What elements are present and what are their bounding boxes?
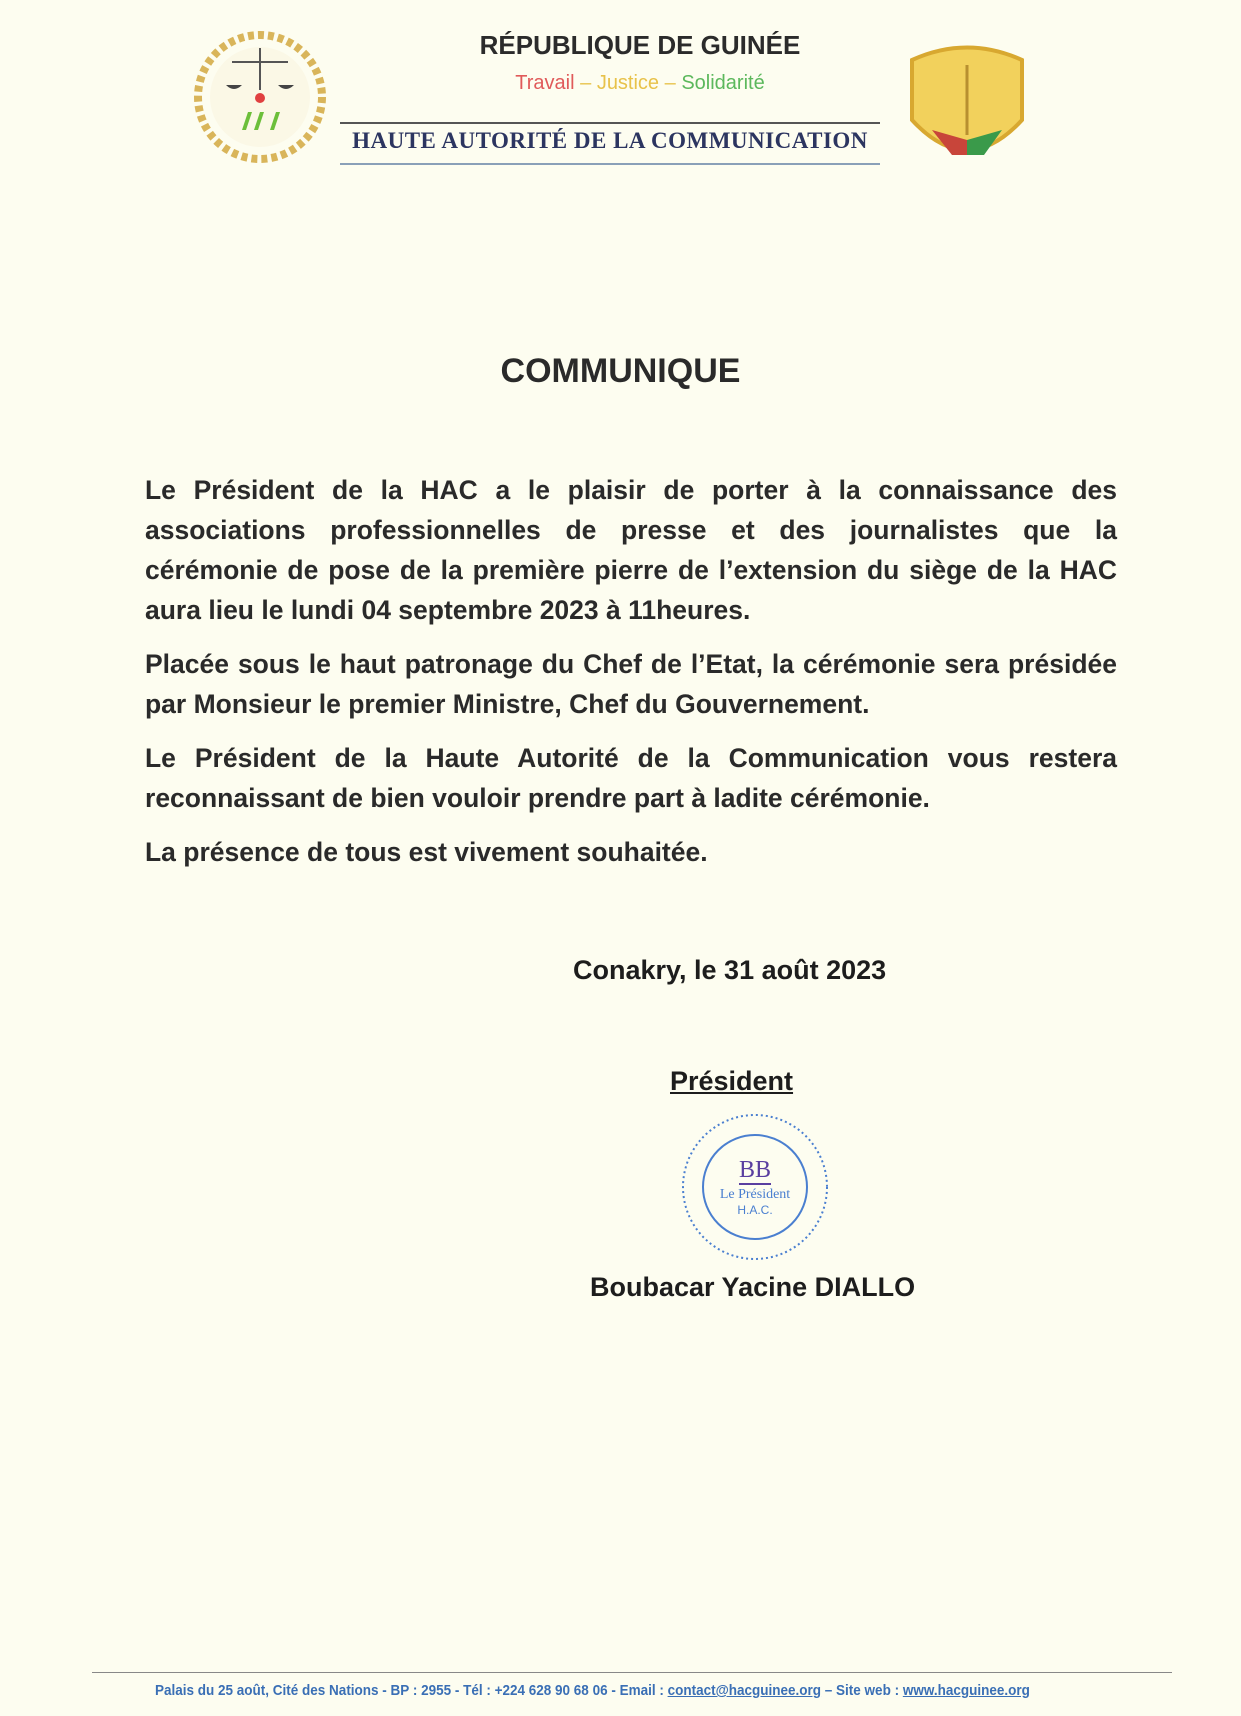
stamp-center-block bbox=[705, 1140, 805, 1234]
authority-name: HAUTE AUTORITÉ DE LA COMMUNICATION bbox=[352, 128, 868, 153]
official-stamp bbox=[660, 1112, 850, 1262]
motto-travail: Travail bbox=[515, 72, 575, 94]
stamp-center-text: Le Président bbox=[719, 1186, 791, 1202]
motto-solidarite: Solidarité bbox=[681, 72, 765, 94]
website-link[interactable]: www.hacguinee.org bbox=[902, 1682, 1030, 1699]
national-motto bbox=[340, 72, 940, 95]
document-title: COMMUNIQUE bbox=[500, 352, 741, 390]
motto-separator: – bbox=[574, 72, 597, 94]
footer-address: Palais du 25 août, Cité des Nations - BP : 2955 - Tél : +224 628 90 68 06 - Email : bbox=[155, 1682, 668, 1699]
communique-body bbox=[145, 470, 1117, 886]
footer-contact bbox=[155, 1682, 1030, 1699]
paragraph: Le Président de la Haute Autorité de la Communication vous restera reconnaissant de bien vouloir prendre part à ladite cérémonie. bbox=[145, 743, 1117, 813]
stamp-bottom-text: H.A.C. bbox=[737, 1203, 773, 1218]
motto-justice: Justice bbox=[596, 72, 660, 94]
place-date: Conakry, le 31 août 2023 bbox=[573, 955, 887, 985]
header-divider bbox=[340, 163, 880, 165]
email-link[interactable]: contact@hacguinee.org bbox=[667, 1682, 822, 1699]
site-label: – Site web : bbox=[821, 1682, 903, 1699]
signature-initials: BB bbox=[739, 1157, 771, 1185]
country-name: RÉPUBLIQUE DE GUINÉE bbox=[479, 30, 801, 60]
hac-logo bbox=[190, 30, 330, 165]
motto-separator: – bbox=[659, 72, 682, 94]
paragraph: La présence de tous est vivement souhaitée. bbox=[145, 837, 708, 867]
header-divider bbox=[340, 122, 880, 124]
paragraph: Placée sous le haut patronage du Chef de l’Etat, la cérémonie sera présidée par Monsieur le premier Ministre, Chef du Gouvernement. bbox=[145, 649, 1117, 719]
signatory-name: Boubacar Yacine DIALLO bbox=[590, 1272, 916, 1302]
paragraph: Le Président de la HAC a le plaisir de porter à la connaissance des associations professionnelles de presse et des journalistes que la cérémonie de pose de la première pierre de l’extension du siège de la HAC aura lieu le lundi 04 septembre 2023 à 11heures. bbox=[145, 475, 1117, 625]
signatory-title: Président bbox=[670, 1066, 794, 1096]
footer-divider bbox=[92, 1672, 1172, 1673]
